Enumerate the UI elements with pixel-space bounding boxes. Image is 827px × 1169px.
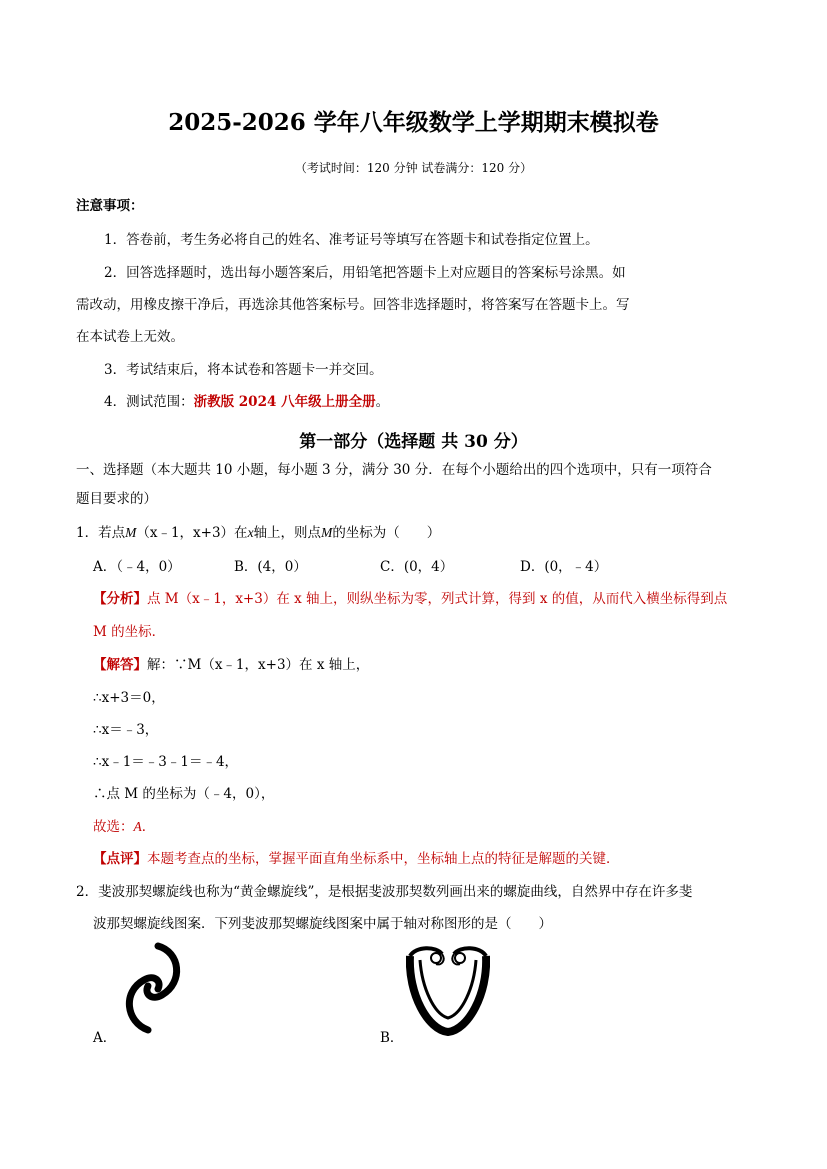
choose-end: ．: [141, 819, 156, 835]
q2-option-a: A．: [93, 1030, 117, 1046]
analysis-tag: 【分析】: [93, 591, 147, 607]
q1-option-c: C．(0，4）: [380, 559, 454, 575]
test-scope: 浙教版 2024 八年级上册全册: [193, 394, 376, 410]
note-1: 1．答卷前，考生务必将自己的姓名、准考证号等填写在答题卡和试卷指定位置上。: [104, 232, 599, 248]
comment-tag: 【点评】: [93, 851, 147, 867]
q1-option-b: B．(4，0）: [234, 559, 307, 575]
q1-option-a: A．（﹣4，0）: [93, 559, 181, 575]
q1-step-2: ∴x＝﹣3，: [93, 722, 159, 738]
question-2-stem-a: 2．斐波那契螺旋线也称为“黄金螺旋线”，是根据斐波那契数列画出来的螺旋曲线，自然界中存在许多斐: [76, 884, 693, 900]
q1-var-m2: M: [321, 525, 333, 540]
part1-intro-b: 题目要求的）: [76, 491, 157, 507]
section-title: 第一部分（选择题 共 30 分）: [299, 432, 528, 452]
note-2a: 2．回答选择题时，选出每小题答案后，用铅笔把答题卡上对应题目的答案标号涂黑。如: [104, 265, 626, 281]
q1-var-m: M: [125, 525, 137, 540]
solution-tag: 【解答】: [93, 657, 147, 673]
q1-comment: [93, 847, 620, 867]
note-4-end: 。: [375, 394, 390, 410]
note-2b: 需改动，用橡皮擦干净后，再选涂其他答案标号。回答非选择题时，将答案写在答题卡上。写: [76, 297, 630, 313]
solution-head: 解：∵M（x﹣1，x+3）在 x 轴上，: [147, 657, 370, 673]
note-4: [104, 390, 389, 410]
q2-option-b: B．: [380, 1030, 404, 1046]
comment-text: 本题考查点的坐标，掌握平面直角坐标系中，坐标轴上点的特征是解题的关键．: [147, 851, 620, 867]
q2-figure-b: [406, 944, 490, 1036]
q1-end: 的坐标为（ ）: [332, 525, 441, 541]
q2-figure-a: [118, 940, 190, 1035]
note-2c: 在本试卷上无效。: [76, 329, 184, 345]
note-4-prefix: 4．测试范围：: [104, 394, 194, 410]
q1-step-3: ∴x﹣1＝﹣3﹣1＝﹣4，: [93, 754, 239, 770]
q1-option-d: D．(0，﹣4）: [520, 559, 608, 575]
question-1-stem: [76, 521, 440, 541]
q1-analysis: [93, 587, 727, 607]
note-3: 3．考试结束后，将本试卷和答题卡一并交回。: [104, 362, 383, 378]
q1-step-4: ∴点 M 的坐标为（﹣4，0），: [93, 786, 275, 802]
q1-solution: [93, 653, 369, 673]
q1-num: 1．若点: [76, 525, 126, 541]
page-title: 2025-2026 学年八年级数学上学期期末模拟卷: [168, 109, 659, 136]
q1-axis: 轴上，则点: [253, 525, 322, 541]
analysis-text-a: 点 M（x﹣1，x+3）在 x 轴上，则纵坐标为零，列式计算，得到 x 的值，从而代入横坐标得到点: [147, 591, 728, 607]
q1-choose: [93, 815, 155, 835]
choose-prefix: 故选：: [93, 819, 134, 835]
choose-answer: A: [133, 819, 142, 834]
q1-step-1: ∴x+3＝0，: [93, 690, 165, 706]
part1-intro-a: 一、选择题（本大题共 10 小题，每小题 3 分，满分 30 分．在每个小题给出的四个选项中，只有一项符合: [76, 462, 712, 478]
exam-info: （考试时间：120 分钟 试卷满分：120 分）: [294, 161, 533, 175]
q1-analysis-b: M 的坐标．: [93, 624, 166, 640]
question-2-stem-b: 波那契螺旋线图案．下列斐波那契螺旋线图案中属于轴对称图形的是（ ）: [93, 916, 552, 932]
q1-var-x: x: [247, 525, 254, 540]
notes-heading: 注意事项：: [76, 198, 144, 214]
q1-coord: （x﹣1，x+3）在: [136, 525, 248, 541]
